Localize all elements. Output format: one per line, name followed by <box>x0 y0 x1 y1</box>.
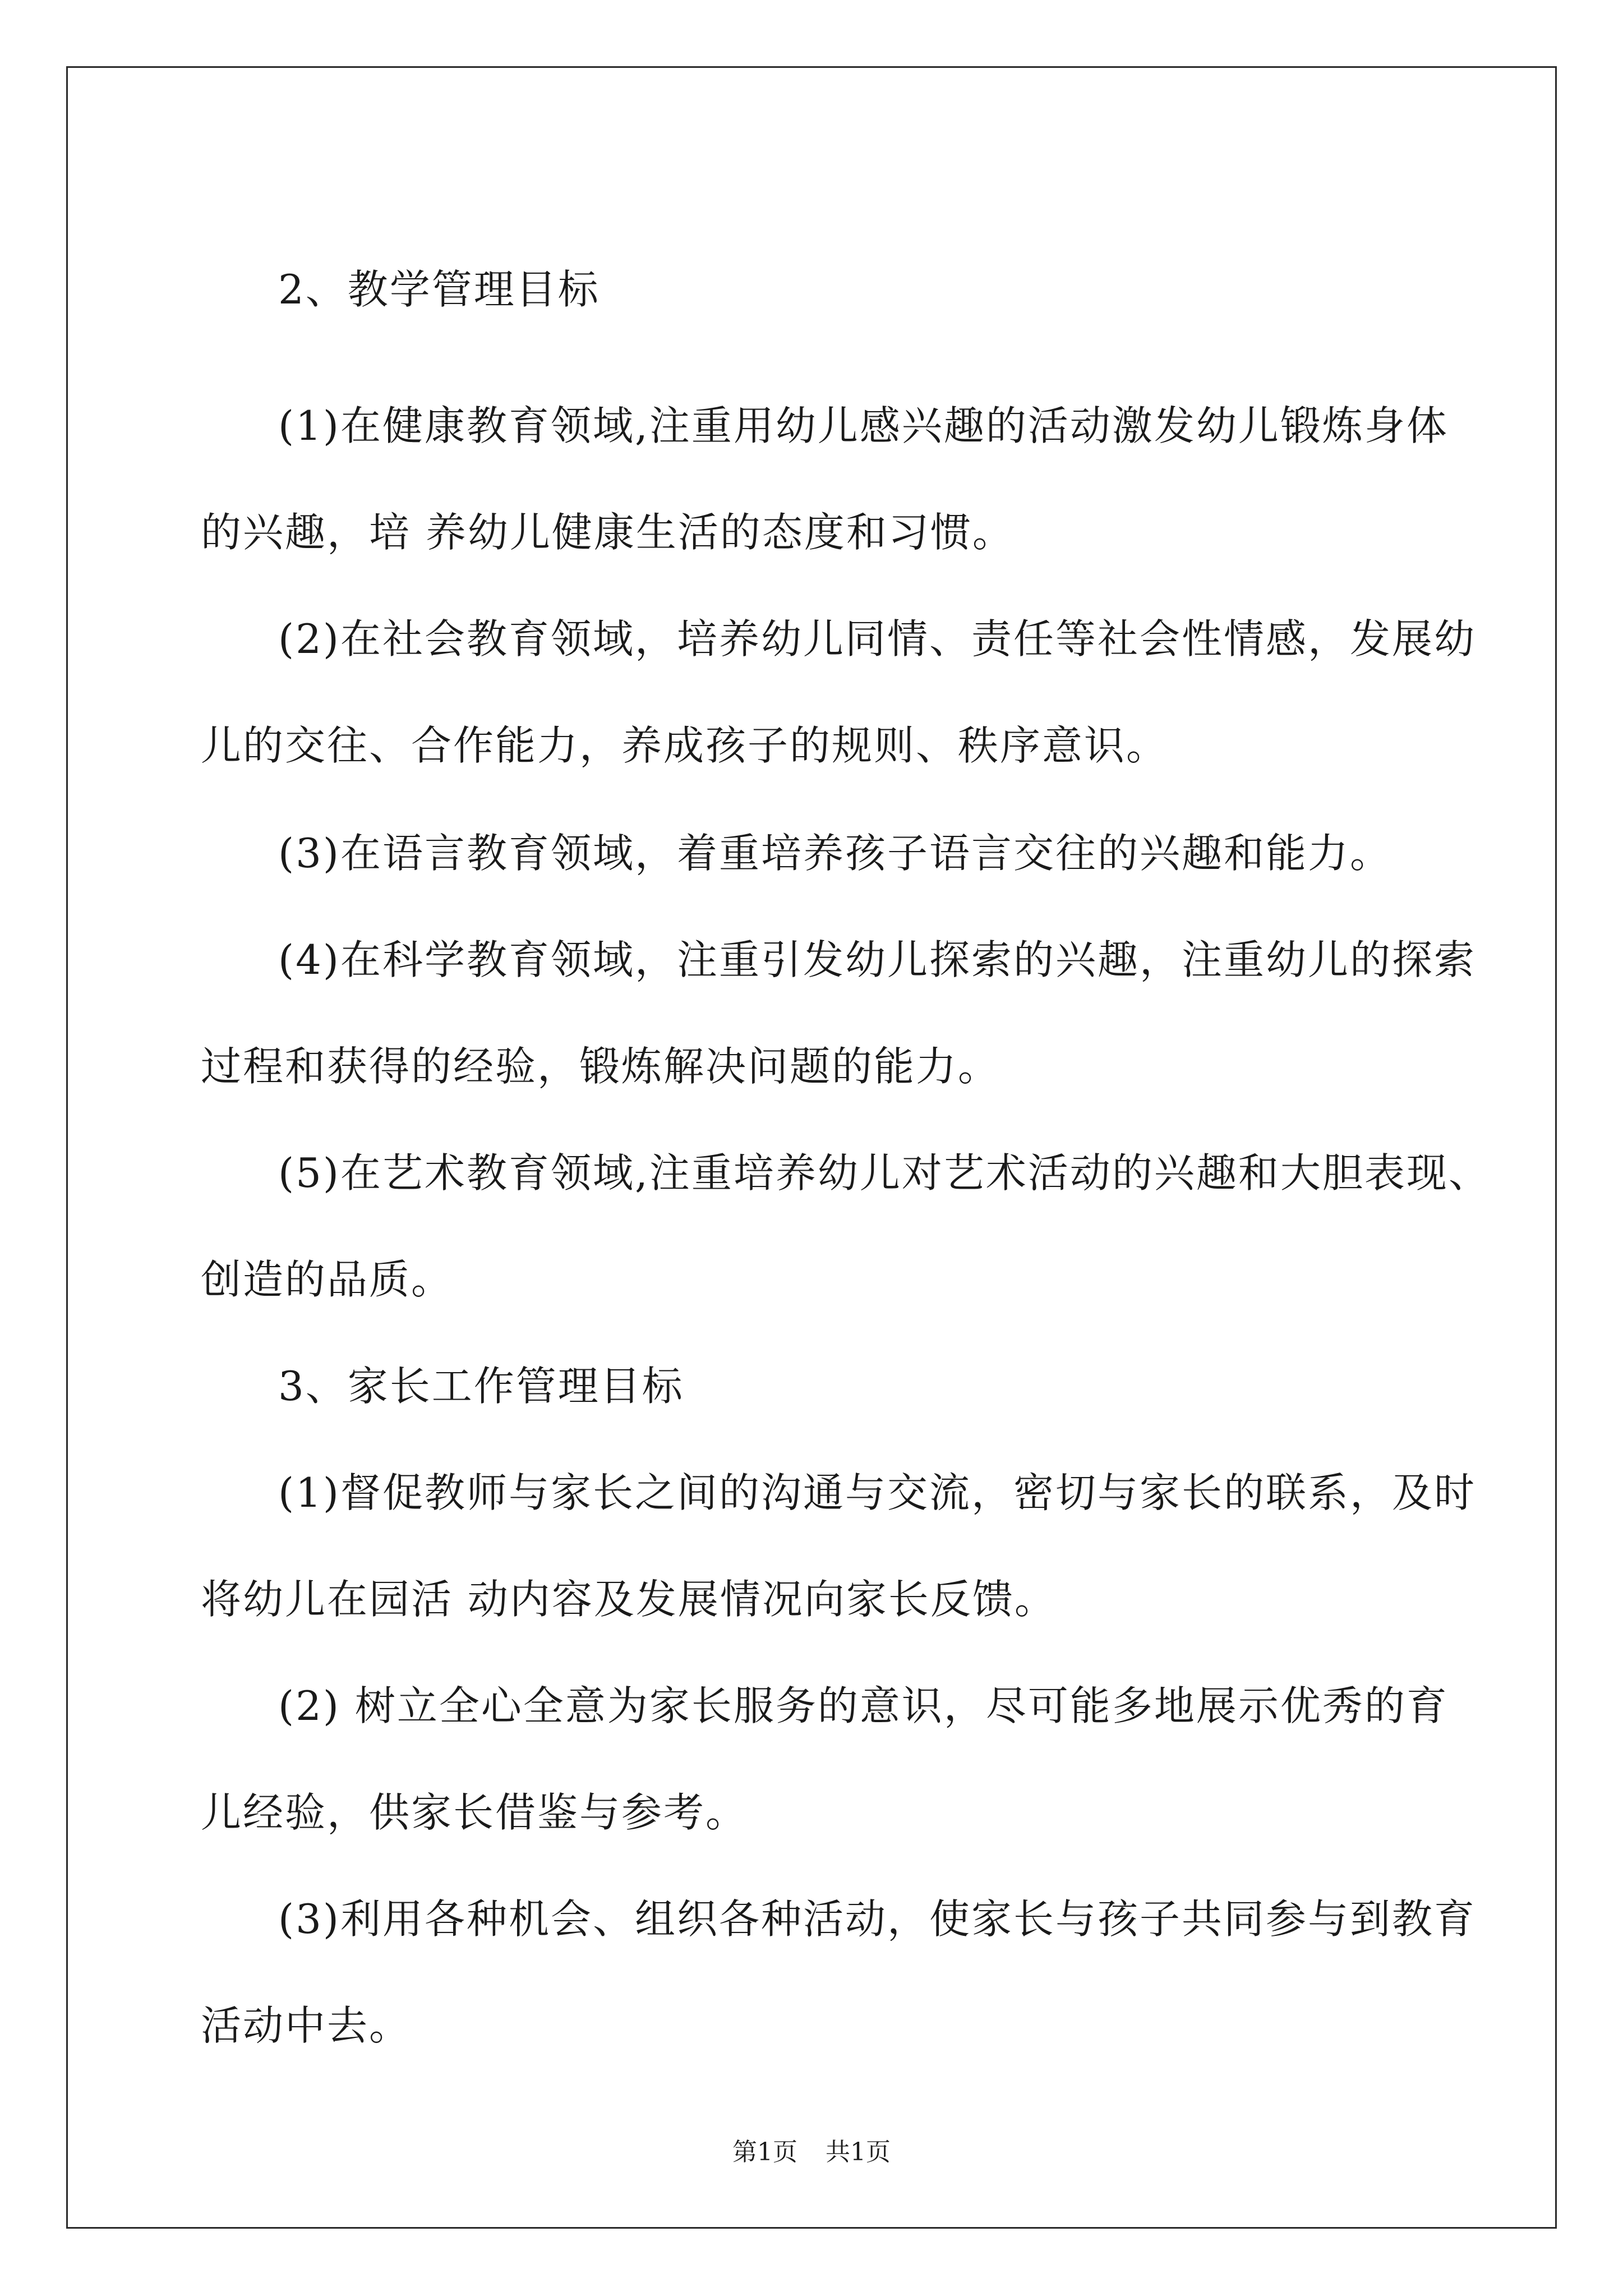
document-body <box>68 68 1555 2227</box>
paragraph-line: 的兴趣，培 养幼儿健康生活的态度和习惯。 <box>201 509 1015 556</box>
paragraph-line: (2)在社会教育领域，培养幼儿同情、责任等社会性情感，发展幼 <box>278 615 1476 662</box>
paragraph-line: 过程和获得的经验，锻炼解决问题的能力。 <box>201 1043 1000 1090</box>
paragraph-line: 创造的品质。 <box>201 1256 454 1303</box>
paragraph-line: (3)在语言教育领域，着重培养孩子语言交往的兴趣和能力。 <box>278 830 1392 877</box>
paragraph-line: 活动中去。 <box>201 2002 412 2049</box>
paragraph-line: 儿经验，供家长借鉴与参考。 <box>201 1789 748 1836</box>
page-footer <box>68 2137 1555 2168</box>
section-heading-3: 3、家长工作管理目标 <box>278 1363 684 1410</box>
paragraph-line: (3)利用各种机会、组织各种活动，使家长与孩子共同参与到教育 <box>278 1895 1476 1943</box>
page-number-total: 共1页 <box>826 2138 891 2166</box>
paragraph-line: (1)督促教师与家长之间的沟通与交流，密切与家长的联系，及时 <box>278 1469 1476 1516</box>
paragraph-line: (4)在科学教育领域，注重引发幼儿探索的兴趣，注重幼儿的探索 <box>278 936 1476 983</box>
paragraph-line: (2) 树立全心全意为家长服务的意识，尽可能多地展示优秀的育 <box>278 1682 1449 1729</box>
paragraph-line: (1)在健康教育领域,注重用幼儿感兴趣的活动激发幼儿锻炼身体 <box>278 402 1449 449</box>
paragraph-line: 将幼儿在园活 动内容及发展情况向家长反馈。 <box>201 1576 1057 1623</box>
page-number-current: 第1页 <box>732 2138 797 2166</box>
paragraph-line: 儿的交往、合作能力，养成孩子的规则、秩序意识。 <box>201 722 1169 769</box>
page-frame <box>66 66 1557 2229</box>
paragraph-line: (5)在艺术教育领域,注重培养幼儿对艺术活动的兴趣和大胆表现、 <box>278 1149 1491 1197</box>
section-heading-2: 2、教学管理目标 <box>278 266 600 313</box>
